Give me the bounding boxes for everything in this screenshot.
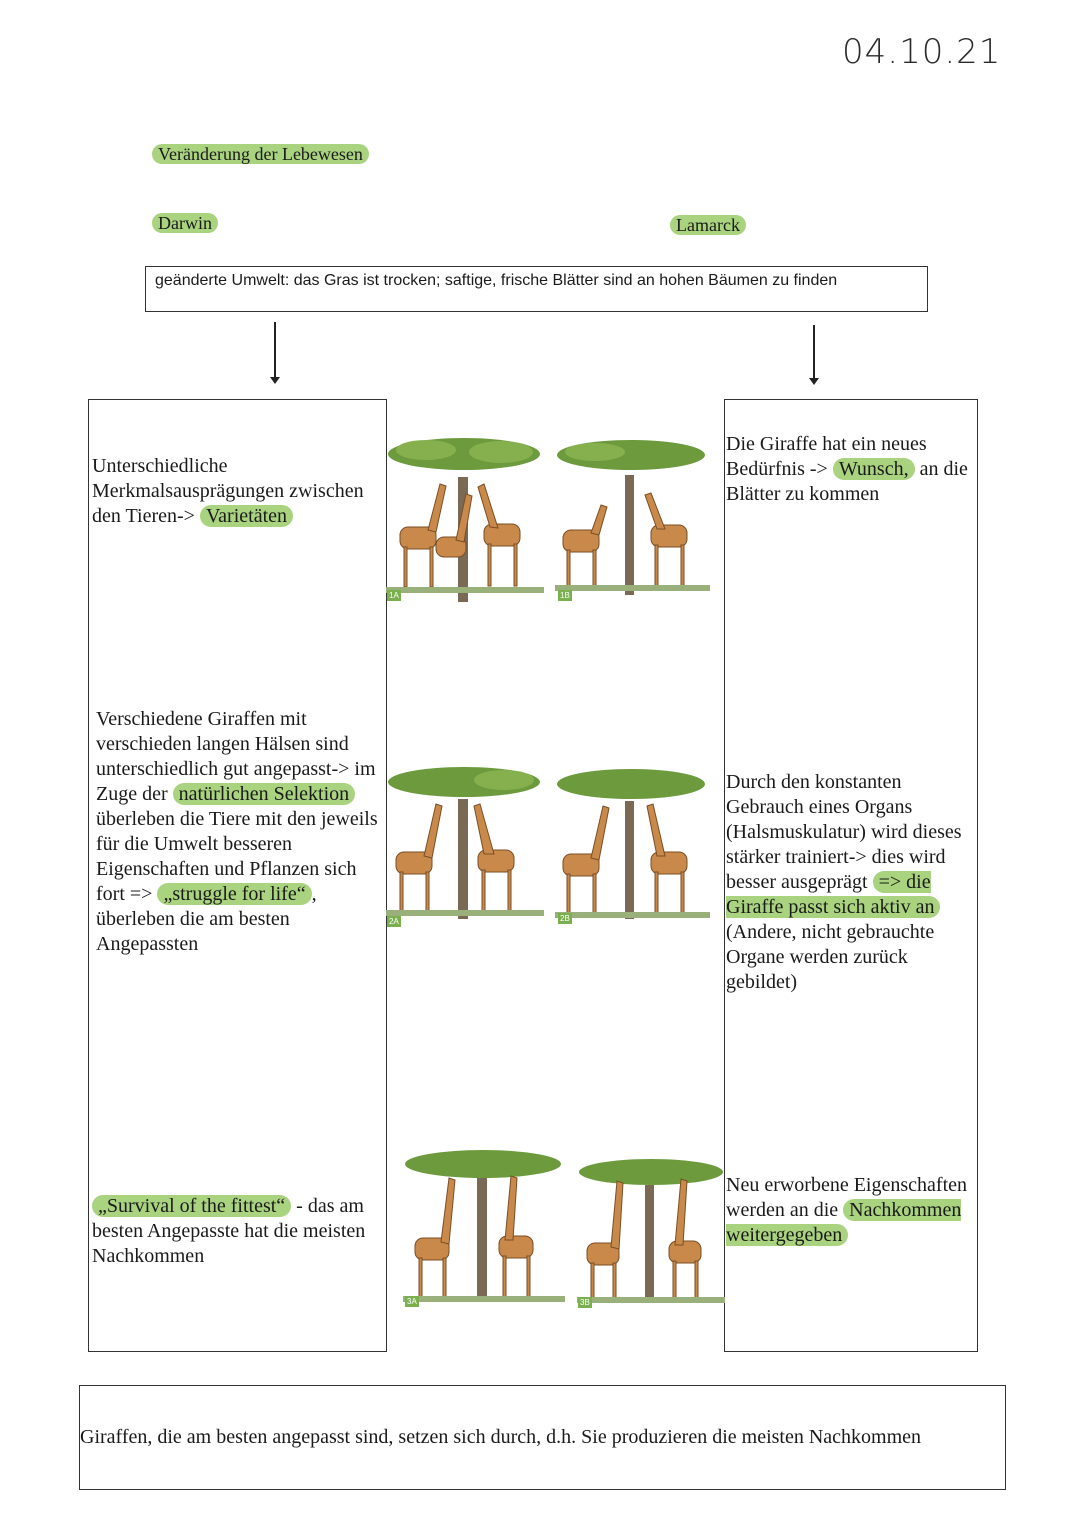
darwin-label: Darwin [152,213,218,233]
darwin-block3-text: - das am besten Angepasste hat die meisten Nachkommen [92,1195,366,1267]
illustration-tag-3b: 3B [580,1298,590,1307]
lamarck-heading [670,215,746,236]
illustration-tag-2a: 2A [389,917,399,926]
darwin-block2-highlight-struggle: „struggle for life“ [157,883,311,905]
illustration-tag-3a: 3A [407,1297,417,1306]
conclusion-box [79,1385,1006,1490]
darwin-block1-text: Unterschiedliche Merkmalsausprägungen zwischen den Tieren-> [92,455,364,527]
darwin-block2-text-cont: überleben die Tiere mit den jeweils für die Umwelt besseren Eigenschaften und Pflanzen sich fort => [96,808,378,905]
darwin-block2-text-end: , überleben die am besten Angepassten [96,883,317,955]
illustration-3a [403,1148,565,1306]
giraffe-icon [587,1179,701,1301]
lamarck-block-inheritance [726,1173,980,1248]
acacia-tree-icon [579,1159,723,1303]
lamarck-label: Lamarck [670,215,746,235]
acacia-tree-icon [405,1150,561,1302]
lamarck-block3-text: Neu erworbene Eigenschaften werden an die [726,1174,967,1221]
acacia-tree-icon [388,767,540,919]
darwin-arrow-icon [274,322,276,380]
page-title [152,144,369,165]
darwin-block2-text: Verschiedene Giraffen mit verschieden langen Hälsen sind unterschiedlich gut angepasst-> im Zuge der [96,708,376,805]
darwin-block3-highlight: „Survival of the fittest“ [92,1195,291,1217]
lamarck-block2-text-end: (Andere, nicht gebrauchte Organe werden zurück gebildet) [726,921,935,993]
giraffe-icon [396,804,514,912]
date: 04.10.21 [842,32,1002,72]
darwin-block1-highlight: Varietäten [200,505,293,527]
darwin-block-variation [92,454,392,529]
darwin-heading [152,213,218,234]
giraffe-icon [415,1176,533,1298]
illustration-1a [386,432,544,602]
title-text: Veränderung der Lebewesen [152,144,369,164]
illustration-tag-2b: 2B [560,914,570,923]
environment-box: geänderte Umwelt: das Gras ist trocken; saftige, frische Blätter sind an hohen Bäumen zu finden [145,266,928,312]
illustration-tag-1b: 1B [560,591,570,600]
lamarck-arrow-icon [813,325,815,381]
illustration-3b [577,1157,725,1307]
lamarck-block2-text: Durch den konstanten Gebrauch eines Organs (Halsmuskulatur) wird dieses stärker trainiert-> dies wird besser ausgeprägt [726,771,962,893]
lamarck-block-need [726,432,978,507]
lamarck-block-use [726,770,978,995]
lamarck-block1-text: Die Giraffe hat ein neues Bedürfnis -> [726,433,927,480]
lamarck-block2-highlight: => die Giraffe passt sich aktiv an [726,871,940,918]
illustration-2a [386,764,544,924]
lamarck-block1-text-end: an die Blätter zu kommen [726,458,968,505]
lamarck-block3-highlight: Nachkommen weitergegeben [726,1199,962,1246]
illustration-2b [555,766,710,926]
illustration-1b [555,435,710,600]
darwin-block-selection [96,707,388,957]
conclusion-text: Giraffen, die am besten angepasst sind, setzen sich durch, d.h. Sie produzieren die meisten Nachkommen [80,1426,922,1448]
lamarck-block1-highlight: Wunsch, [833,458,915,480]
illustration-tag-1a: 1A [389,591,399,600]
darwin-block-survival [92,1194,382,1269]
darwin-block2-highlight-selection: natürlichen Selektion [173,783,356,805]
